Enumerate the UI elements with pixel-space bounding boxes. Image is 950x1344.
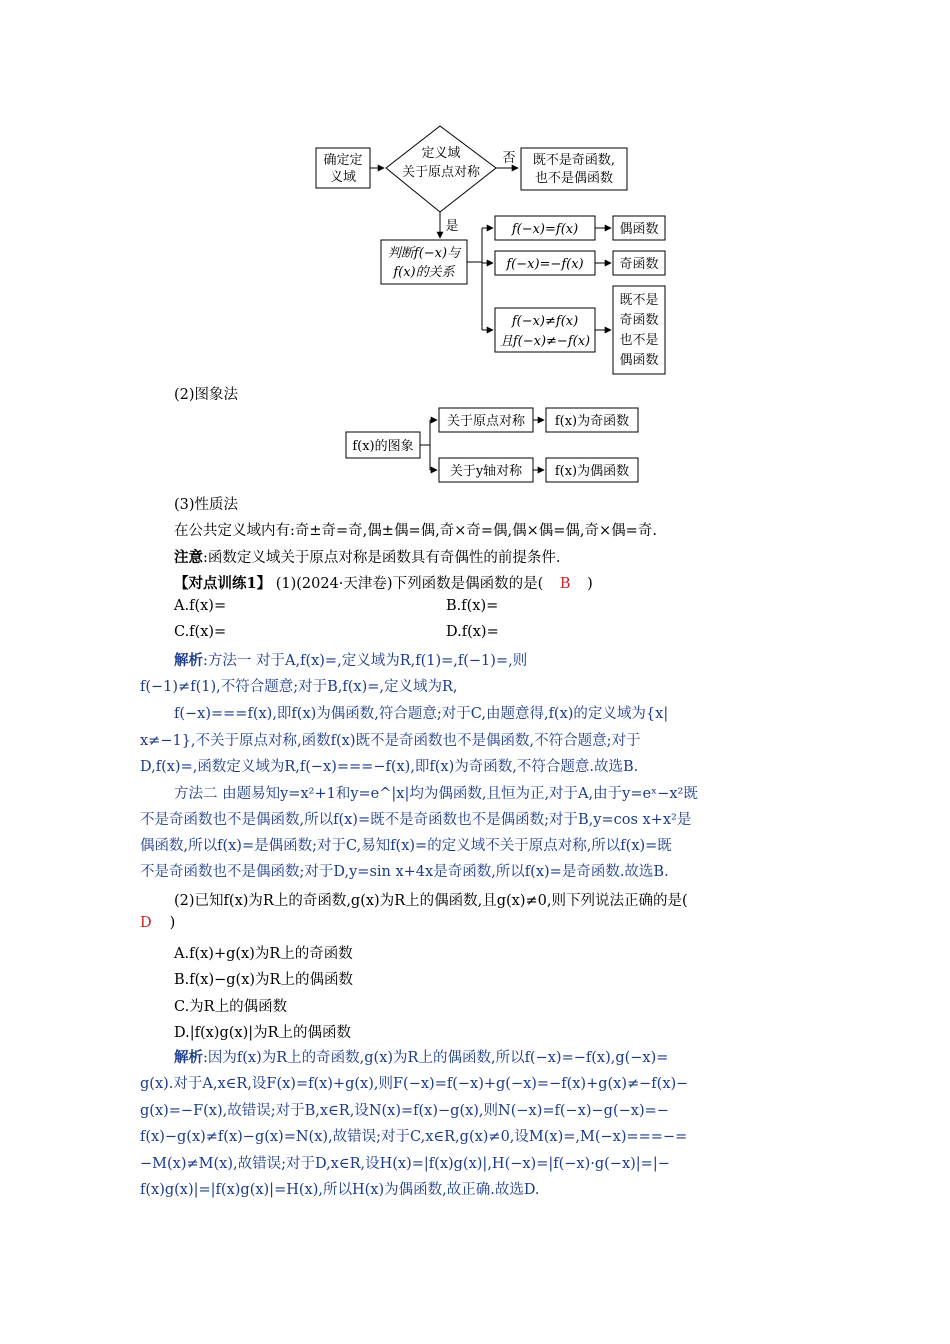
ex1-option-b: B.f(x)=: [446, 598, 499, 614]
note-label: 注意: [174, 549, 203, 566]
diamond-line2: 关于原点对称: [401, 165, 481, 180]
ex1-close: ): [587, 576, 593, 592]
ex1-answer: B: [559, 576, 571, 592]
ex2-answer: D: [140, 915, 152, 931]
box-judge-line1: 判断f(−x)与: [387, 246, 461, 261]
heading-property-method: (3)性质法: [174, 497, 239, 513]
graph-r1-text: f(x)为奇函数: [554, 414, 630, 429]
ex1-solution-line-8: 偶函数,所以f(x)=是偶函数;对于C,易知f(x)=的定义域不关于原点对称,所以f(x)=既: [140, 838, 672, 854]
res2-text: 奇函数: [619, 257, 659, 272]
box-domain-line2: 义域: [329, 170, 357, 185]
ex1-solution-line-4: x≠−1},不关于原点对称,函数f(x)既不是奇函数也不是偶函数,不符合题意;对于: [140, 733, 641, 749]
ex1-solution-text-1: :方法一 对于A,f(x)=,定义域为R,f(1)=,f(−1)=,则: [203, 653, 528, 669]
res3-line3: 也不是: [619, 333, 659, 348]
ex2-answer-line: [140, 915, 175, 931]
label-yes: 是: [445, 219, 459, 234]
ex1-solution-label: 解析: [174, 652, 203, 669]
graph-r2-text: f(x)为偶函数: [554, 464, 630, 479]
rule-text: 在公共定义域内有:奇±奇=奇,偶±偶=偶,奇×奇=偶,偶×偶=偶,奇×偶=奇.: [174, 523, 657, 539]
res3-line1: 既不是: [619, 293, 659, 308]
ex1-option-c: C.f(x)=: [174, 624, 227, 640]
ex2-solution-line-2: g(x).对于A,x∈R,设F(x)=f(x)+g(x),则F(−x)=f(−x)+g(−x)=−f(x)+g(x)≠−f(x)−: [140, 1076, 689, 1092]
ex1-tag: 【对点训练1】: [174, 575, 272, 592]
ex1-solution-line-7: 不是奇函数也不是偶函数,所以f(x)=既不是奇函数也不是偶函数;对于B,y=cos x+x²是: [140, 812, 692, 828]
ex2-option-b: B.f(x)−g(x)为R上的偶函数: [174, 972, 353, 988]
box-neither-top-line2: 也不是偶函数: [534, 171, 614, 186]
note-line: [174, 546, 561, 567]
heading-graph-method: (2)图象法: [174, 387, 239, 403]
ex1-option-a: A.f(x)=: [174, 598, 227, 614]
ex2-solution-text-1: :因为f(x)为R上的奇函数,g(x)为R上的偶函数,所以f(−x)=−f(x),g(−x)=: [203, 1050, 669, 1066]
cond1-text: f(−x)=f(x): [511, 222, 579, 237]
note-text: :函数定义域关于原点对称是函数具有奇偶性的前提条件.: [203, 550, 561, 566]
ex2-option-d: D.|f(x)g(x)|为R上的偶函数: [174, 1025, 352, 1041]
res1-text: 偶函数: [619, 222, 659, 237]
ex2-option-c: C.为R上的偶函数: [174, 999, 288, 1015]
cond3-line1: f(−x)≠f(x): [511, 314, 579, 329]
graph-b2-text: 关于y轴对称: [449, 464, 523, 479]
res3-line4: 偶函数: [619, 353, 659, 368]
ex1-solution-line-9: 不是奇函数也不是偶函数;对于D,y=sin x+4x是奇函数,所以f(x)=是奇函数.故选B.: [140, 864, 669, 880]
graph-source-text: f(x)的图象: [352, 439, 414, 454]
ex1-solution-line-2: f(−1)≠f(1),不符合题意;对于B,f(x)=,定义域为R,: [140, 679, 458, 695]
ex1-question: [174, 572, 593, 593]
res3-line2: 奇函数: [619, 313, 659, 328]
ex1-solution-line-3: f(−x)===f(x),即f(x)为偶函数,符合题意;对于C,由题意得,f(x)的定义域为{x|: [174, 706, 669, 722]
graph-b1-text: 关于原点对称: [446, 414, 526, 429]
ex2-solution-line-5: −M(x)≠M(x),故错误;对于D,x∈R,设H(x)=|f(x)g(x)|,H(−x)=|f(−x)·g(−x)|=|−: [140, 1156, 670, 1172]
box-neither-top-line1: 既不是奇函数,: [532, 153, 616, 168]
ex2-solution-line-1: [174, 1048, 668, 1068]
box-judge-line2: f(x)的关系: [393, 265, 455, 280]
ex2-option-a: A.f(x)+g(x)为R上的奇函数: [174, 946, 353, 962]
ex1-option-d: D.f(x)=: [446, 624, 499, 640]
ex1-question-text: (1)(2024·天津卷)下列函数是偶函数的是(: [275, 576, 544, 592]
ex2-solution-line-6: f(x)g(x)|=|f(x)g(x)|=H(x),所以H(x)为偶函数,故正确.故选D.: [140, 1182, 540, 1198]
ex2-solution-line-4: f(x)−g(x)≠f(x)−g(x)=N(x),故错误;对于C,x∈R,g(x)≠0,设M(x)=,M(−x)===−=: [140, 1129, 688, 1145]
ex1-solution-line-5: D,f(x)=,函数定义域为R,f(−x)===−f(x),即f(x)为奇函数,不符合题意.故选B.: [140, 759, 639, 775]
ex2-question: (2)已知f(x)为R上的奇函数,g(x)为R上的偶函数,且g(x)≠0,则下列说法正确的是(: [174, 893, 688, 909]
label-no: 否: [502, 151, 516, 166]
ex2-close: ): [169, 915, 176, 931]
cond2-text: f(−x)=−f(x): [506, 257, 584, 272]
diamond-line1: 定义域: [421, 146, 461, 161]
ex1-solution-line-6: 方法二 由题易知y=x²+1和y=e^|x|均为偶函数,且恒为正,对于A,由于y=eˣ−x²既: [174, 786, 698, 802]
ex2-solution-line-3: g(x)=−F(x),故错误;对于B,x∈R,设N(x)=f(x)−g(x),则N(−x)=f(−x)−g(−x)=−: [140, 1103, 669, 1119]
ex1-solution-line-1: [174, 651, 527, 671]
flowchart-graph-method: [340, 400, 650, 492]
box-domain-line1: 确定定: [323, 153, 363, 168]
ex2-solution-label: 解析: [174, 1049, 203, 1066]
flowchart-parity-definition: [300, 120, 680, 380]
cond3-line2: 且f(−x)≠−f(x): [499, 334, 591, 349]
